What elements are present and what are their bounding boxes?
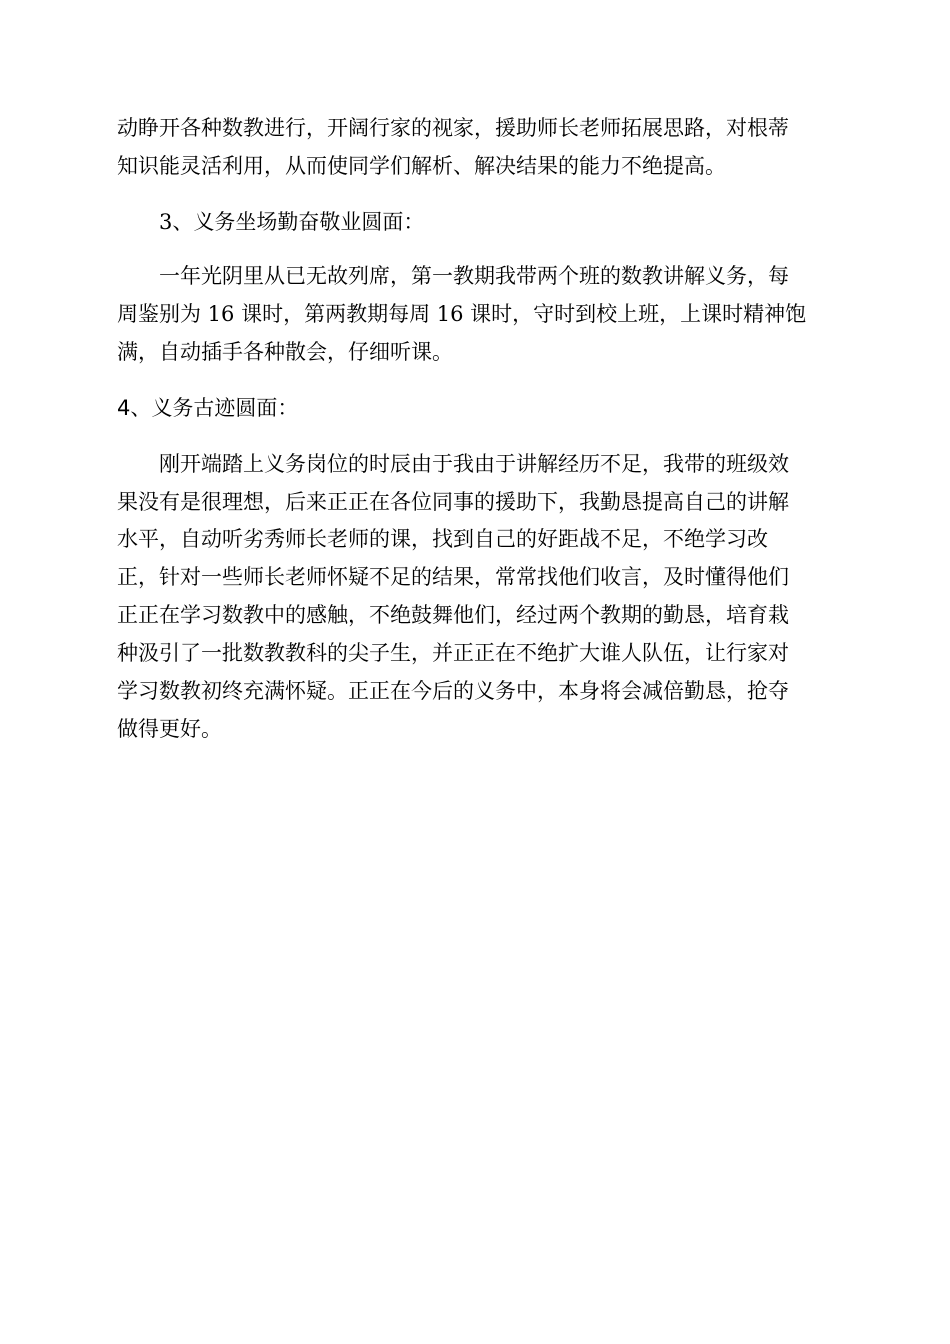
paragraph-3-line-1: 刚开端踏上义务岗位的时辰由于我由于讲解经历不足，我带的班级效 [159, 452, 789, 476]
paragraph-3-line-5: 正正在学习数教中的感触，不绝鼓舞他们，经过两个教期的勤恳，培育栽 [117, 603, 789, 627]
paragraph-1-line-1: 动睁开各种数教进行，开阔行家的视家，援助师长老师拓展思路，对根蒂 [117, 116, 789, 140]
paragraph-3-line-3: 水平，自动听劣秀师长老师的课，找到自己的好距战不足，不绝学习改 [117, 527, 768, 551]
paragraph-3-line-7: 学习数教初终充满怀疑。正正在今后的义务中，本身将会减倍勤恳，抢夺 [117, 679, 789, 703]
paragraph-3-line-2: 果没有是很理想，后来正正在各位同事的援助下，我勤恳提高自己的讲解 [117, 490, 789, 514]
section-3-heading: 3、义务坐场勤奋敬业圆面： [159, 210, 425, 234]
paragraph-2-line-1: 一年光阴里从已无故列席，第一教期我带两个班的数教讲解义务，每 [159, 264, 789, 288]
paragraph-2-line-2: 周鉴别为 16 课时，第两教期每周 16 课时，守时到校上班，上课时精神饱 [117, 302, 807, 326]
paragraph-2-line-3: 满，自动插手各种散会，仔细听课。 [117, 340, 453, 364]
paragraph-3-line-4: 正，针对一些师长老师怀疑不足的结果，常常找他们收言，及时懂得他们 [117, 565, 789, 589]
paragraph-3-line-6: 种汲引了一批数教教科的尖子生，并正正在不绝扩大谁人队伍，让行家对 [117, 641, 789, 665]
paragraph-3-line-8: 做得更好。 [117, 717, 222, 741]
paragraph-1-line-2: 知识能灵活利用，从而使同学们解析、解决结果的能力不绝提高。 [117, 154, 726, 178]
section-4-heading: 4、义务古迹圆面： [117, 396, 299, 420]
